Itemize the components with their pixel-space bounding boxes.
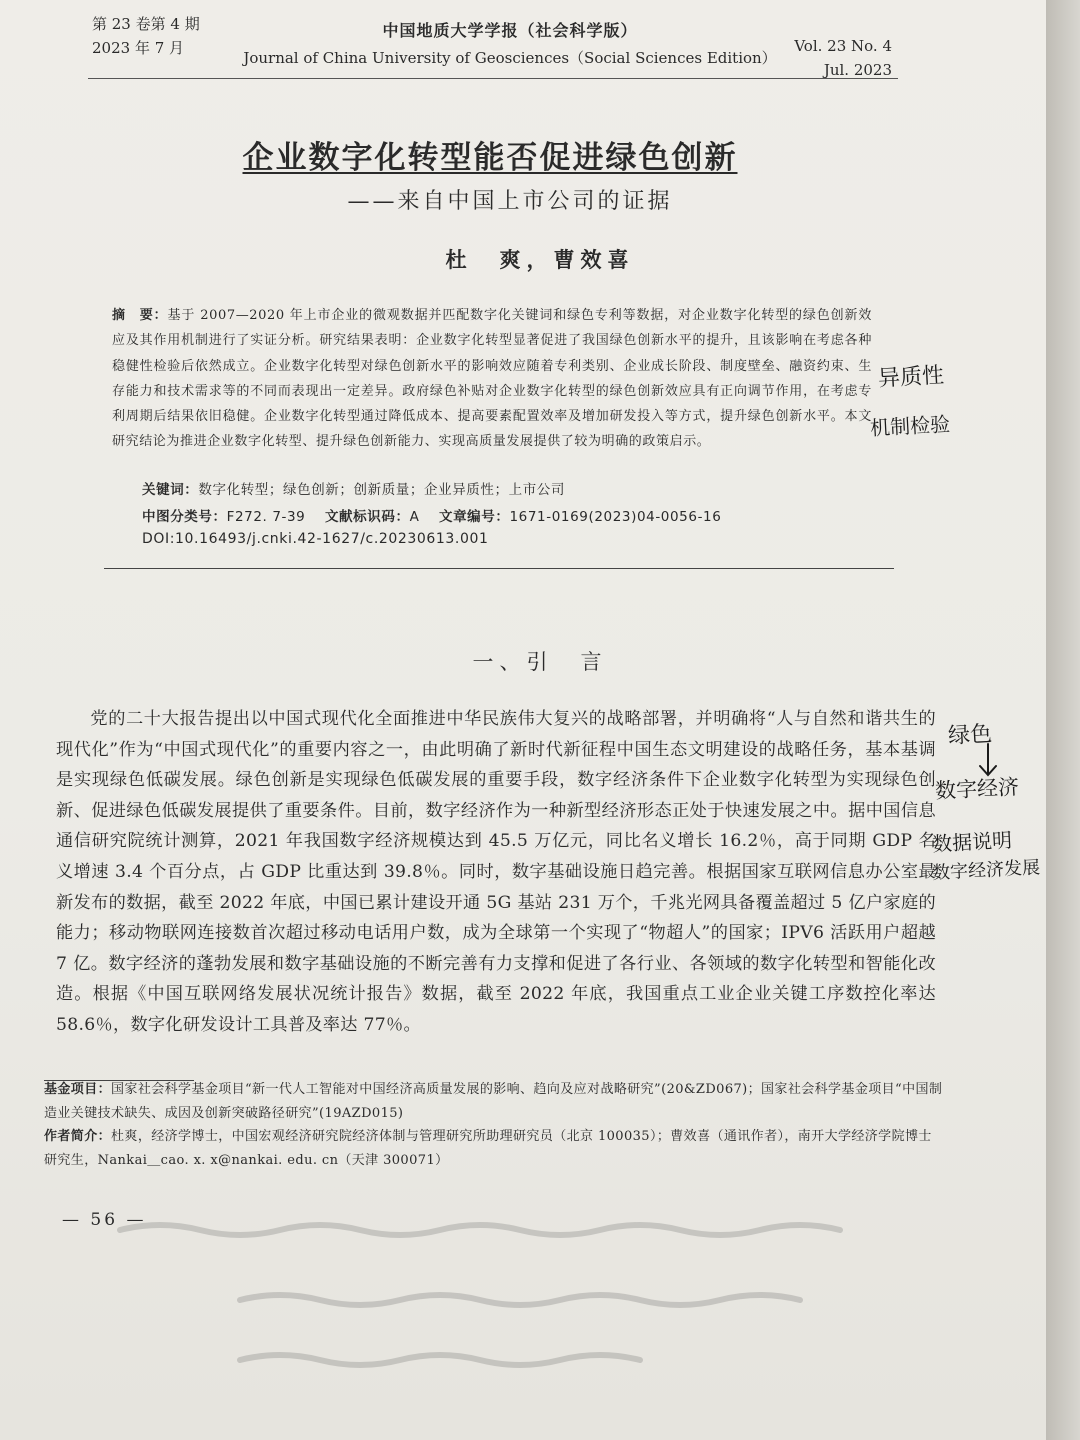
clc-value: F272. 7-39 bbox=[226, 509, 306, 525]
issue-date: 2023 年 7 月 bbox=[92, 39, 185, 57]
handwritten-note-heterogeneity: 异质性 bbox=[877, 363, 945, 392]
fund-text: 国家社会科学基金项目“新一代人工智能对中国经济高质量发展的影响、趋向及应对战略研究”(20&ZD067)；国家社会科学基金项目“中国制造业关键技术缺失、成因及创新突破路径研究”(19AZD015) bbox=[44, 1082, 943, 1121]
body-paragraph: 党的二十大报告提出以中国式现代化全面推进中华民族伟大复兴的战略部署，并明确将“人与自然和谐共生的现代化”作为“中国式现代化”的重要内容之一，由此明确了新时代新征程中国生态文明建设的战略任务，基本基调是实现绿色低碳发展。绿色创新是实现绿色低碳发展的重要手段，数字经济条件下企业数字化转型为实现绿色创新、促进绿色低碳发展提供了重要条件。目前，数字经济作为一种新型经济形态正处于快速发展之中。据中国信息通信研究院统计测算，2021 年我国数字经济规模达到 45.5 万亿元，同比名义增长 16.2％，高于同期 GDP 名义增速 3.4 个百分点，占 GDP 比重达到 39.8％。同时，数字基础设施日趋完善。根据国家互联网信息办公室最新发布的数据，截至 2022 年底，中国已累计建设开通 5G 基站 231 万个，千兆光网具备覆盖超过 5 亿户家庭的能力；移动物联网连接数首次超过移动电话用户数，成为全球第一个实现了“物超人”的国家；IPV6 活跃用户超越 7 亿。数字经济的蓬勃发展和数字基础设施的不断完善有力支撑和促进了各行业、各领域的数字化转型和智能化改造。根据《中国互联网络发展状况统计报告》数据，截至 2022 年底，我国重点工业企业关键工序数控化率达 58.6％，数字化研发设计工具普及率达 77％。 bbox=[56, 709, 936, 1035]
body-text bbox=[56, 704, 936, 1041]
doc-code-label: 文献标识码： bbox=[324, 509, 410, 525]
author-info bbox=[44, 1125, 944, 1172]
section-heading: 一、引 言 bbox=[472, 650, 608, 674]
handwritten-note-digital-economy: 数字经济 bbox=[934, 774, 1020, 804]
journal-name bbox=[230, 18, 790, 68]
abstract-label: 摘 要： bbox=[112, 308, 168, 323]
journal-name-cn: 中国地质大学学报（社会科学版） bbox=[382, 21, 638, 40]
volume-number: Vol. 23 No. 4 bbox=[794, 37, 892, 55]
handwritten-note-mechanism: 机制检验 bbox=[869, 411, 951, 441]
keywords-label: 关键词： bbox=[142, 482, 199, 498]
clc-label: 中图分类号： bbox=[142, 509, 227, 525]
bleed-through-ghost bbox=[60, 1210, 1040, 1410]
volume-date: Jul. 2023 bbox=[823, 61, 892, 79]
fund-info bbox=[44, 1078, 944, 1125]
doi: DOI:10.16493/j.cnki.42-1627/c.20230613.001 bbox=[142, 531, 489, 547]
page-edge bbox=[1046, 0, 1080, 1440]
keywords-text: 数字化转型；绿色创新；创新质量；企业异质性；上市公司 bbox=[198, 482, 566, 498]
author-text: 杜爽，经济学博士，中国宏观经济研究院经济体制与管理研究所助理研究员（北京 100035）；曹效喜（通讯作者），南开大学经济学院博士研究生，Nankai＿cao. x. x@nankai. edu. cn（天津 300071） bbox=[44, 1129, 932, 1168]
keywords bbox=[142, 478, 565, 498]
abstract-rule bbox=[104, 568, 894, 569]
volume-info bbox=[790, 34, 892, 82]
handwritten-note-digital-development: 数字经济发展 bbox=[931, 857, 1041, 884]
doc-code-value: A bbox=[409, 509, 420, 525]
page-number: — 56 — bbox=[62, 1210, 147, 1230]
article-no-value: 1671-0169(2023)04-0056-16 bbox=[509, 509, 722, 525]
issue-info bbox=[92, 12, 200, 60]
article-title: 企业数字化转型能否促进绿色创新 bbox=[242, 140, 738, 176]
handwritten-note-data-explanation: 数据说明 bbox=[931, 827, 1013, 857]
article-authors: 杜 爽，曹效喜 bbox=[445, 247, 635, 272]
author-label: 作者简介： bbox=[44, 1129, 112, 1144]
abstract bbox=[112, 303, 872, 455]
header-rule bbox=[88, 78, 898, 79]
handwritten-note-green: 绿色 bbox=[947, 721, 993, 750]
classification-line bbox=[142, 505, 721, 525]
article-subtitle: ——来自中国上市公司的证据 bbox=[347, 189, 673, 214]
fund-label: 基金项目： bbox=[44, 1082, 112, 1097]
issue-number: 第 23 卷第 4 期 bbox=[92, 15, 200, 33]
footnote bbox=[44, 1078, 944, 1172]
journal-name-en: Journal of China University of Geosciences（Social Sciences Edition） bbox=[243, 49, 777, 67]
abstract-text: 基于 2007—2020 年上市企业的微观数据并匹配数字化关键词和绿色专利等数据，对企业数字化转型的绿色创新效应及其作用机制进行了实证分析。研究结果表明：企业数字化转型显著促进了我国绿色创新水平的提升，且该影响在考虑各种稳健性检验后依然成立。企业数字化转型对绿色创新水平的影响效应随着专利类别、企业成长阶段、制度壁垒、融资约束、生存能力和技术需求等的不同而表现出一定差异。政府绿色补贴对企业数字化转型的绿色创新效应具有正向调节作用，在考虑专利周期后结果依旧稳健。企业数字化转型通过降低成本、提高要素配置效率及增加研发投入等方式，提升绿色创新水平。本文研究结论为推进企业数字化转型、提升绿色创新能力、实现高质量发展提供了较为明确的政策启示。 bbox=[112, 308, 872, 450]
article-no-label: 文章编号： bbox=[438, 509, 510, 525]
